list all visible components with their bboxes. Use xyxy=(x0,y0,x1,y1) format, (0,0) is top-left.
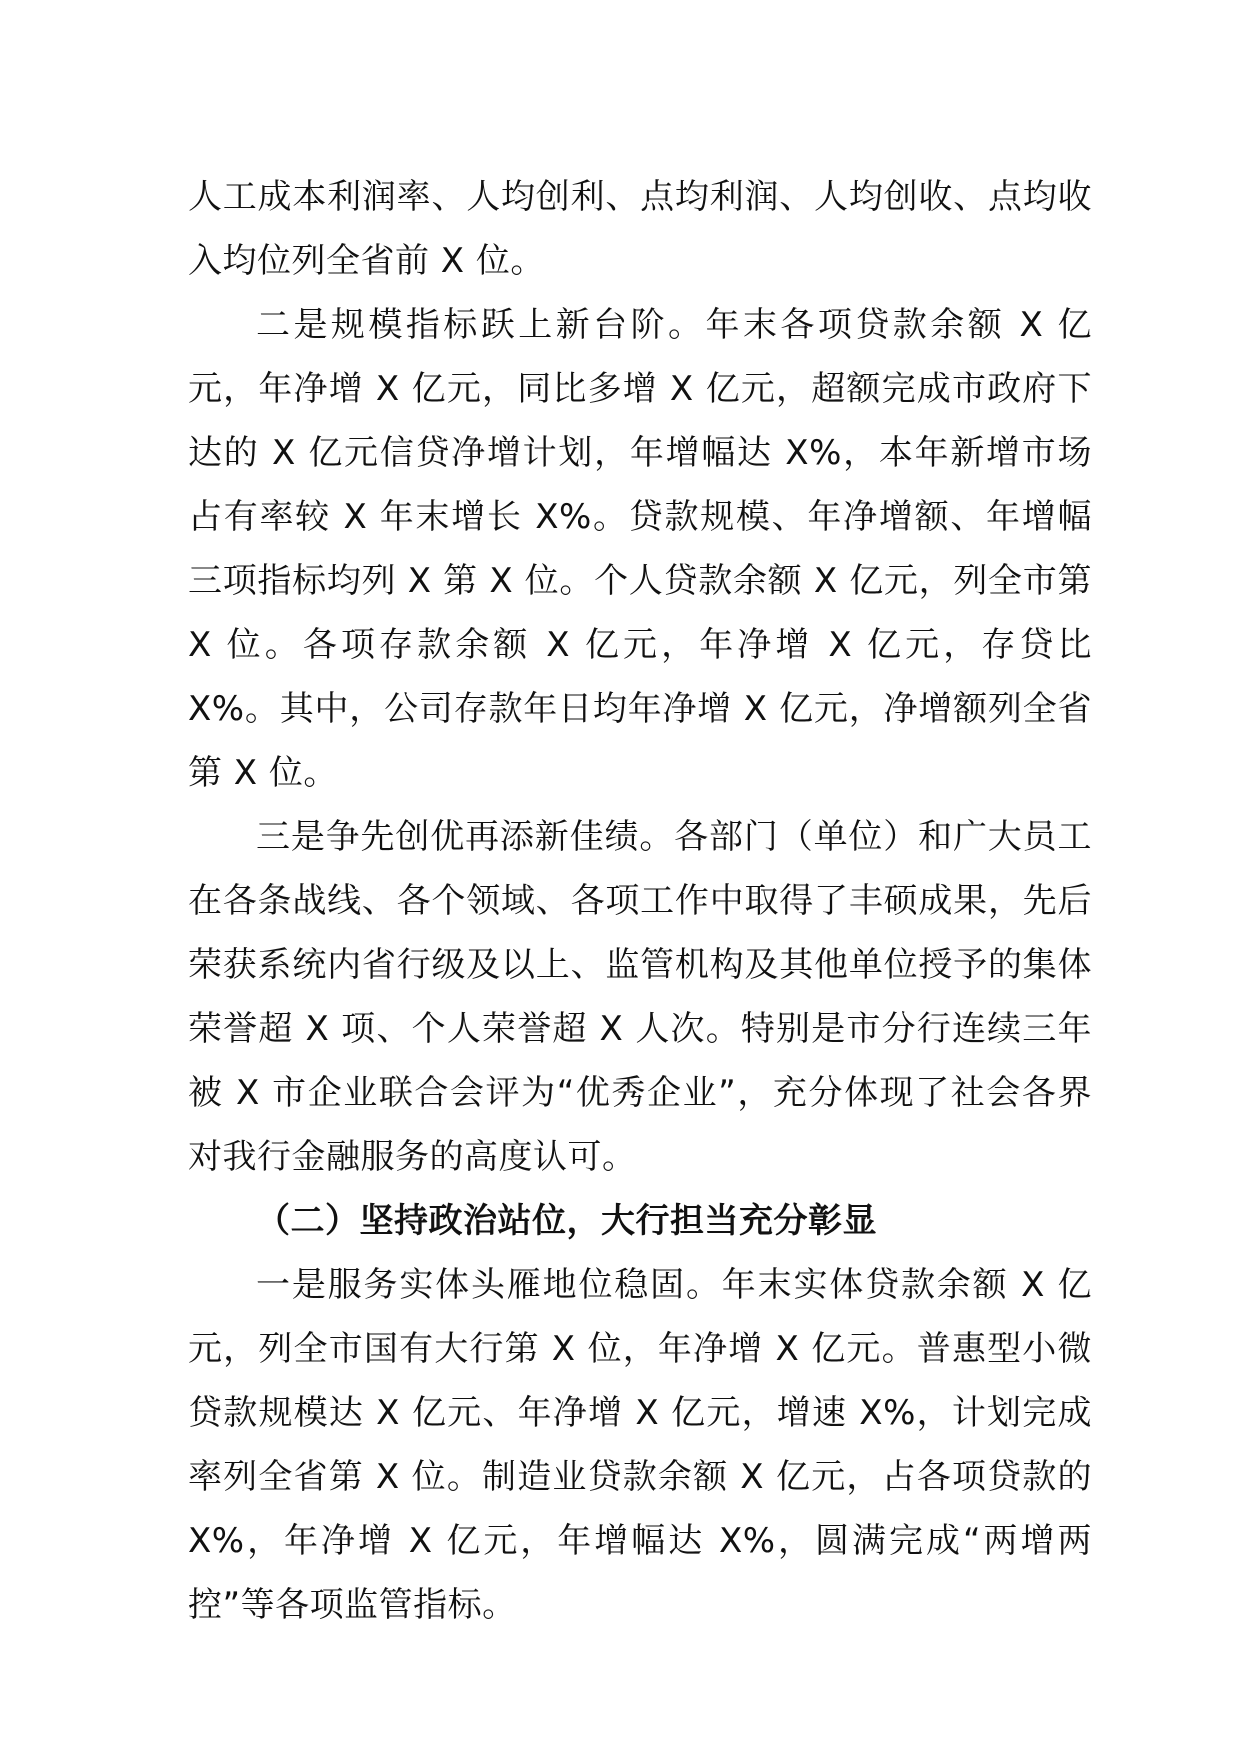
paragraph-honors: 三是争先创优再添新佳绩。各部门（单位）和广大员工在各条战线、各个领域、各项工作中取得了丰硕成果，先后荣获系统内省行级及以上、监管机构及其他单位授予的集体荣誉超 X 项、个人荣誉超 X 人次。特别是市分行连续三年被 X 市企业联合会评为“优秀企业”，充分体现了社会各界对我行金融服务的高度认可。 xyxy=(188,817,1092,1177)
document-body xyxy=(188,165,1092,1637)
paragraph-real-economy: 一是服务实体头雁地位稳固。年末实体贷款余额 X 亿元，列全市国有大行第 X 位，年净增 X 亿元。普惠型小微贷款规模达 X 亿元、年净增 X 亿元，增速 X%，计划完成率列全省第 X 位。制造业贷款余额 X 亿元，占各项贷款的 X%，年净增 X 亿元，年增幅达 X%，圆满完成“两增两控”等各项监管指标。 xyxy=(188,1265,1092,1625)
paragraph-continuation: 人工成本利润率、人均创利、点均利润、人均创收、点均收入均位列全省前 X 位。 xyxy=(188,177,1092,281)
paragraph-scale-indicators: 二是规模指标跃上新台阶。年末各项贷款余额 X 亿元，年净增 X 亿元，同比多增 X 亿元，超额完成市政府下达的 X 亿元信贷净增计划，年增幅达 X%，本年新增市场占有率较 X 年末增长 X%。贷款规模、年净增额、年增幅三项指标均列 X 第 X 位。个人贷款余额 X 亿元，列全市第 X 位。各项存款余额 X 亿元，年净增 X 亿元，存贷比 X%。其中，公司存款年日均年净增 X 亿元，净增额列全省第 X 位。 xyxy=(188,305,1092,793)
section-heading: （二）坚持政治站位，大行担当充分彰显 xyxy=(256,1201,877,1241)
